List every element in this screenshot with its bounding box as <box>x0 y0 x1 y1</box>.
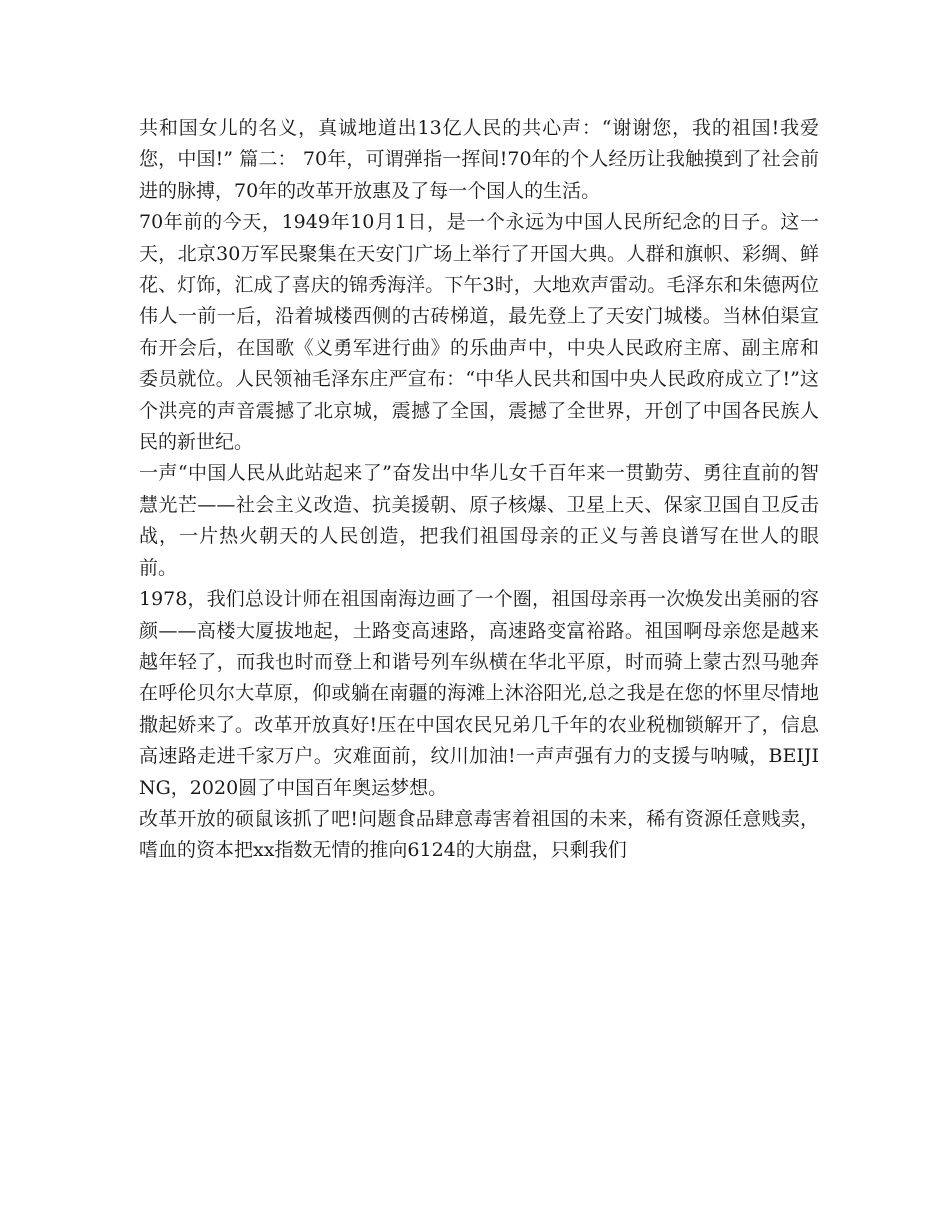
paragraph-4: 1978，我们总设计师在祖国南海边画了一个圈，祖国母亲再一次焕发出美丽的容颜——高楼大厦拔地起，土路变高速路，高速路变富裕路。祖国啊母亲您是越来越年轻了，而我也时而登上和谐号列车纵横在华北平原，时而骑上蒙古烈马驰奔在呼伦贝尔大草原，仰或躺在南疆的海滩上沐浴阳光,总之我是在您的怀里尽情地撒起娇来了。改革开放真好!压在中国农民兄弟几千年的农业税枷锁解开了，信息高速路走进千家万户。灾难面前，纹川加油!一声声强有力的支援与呐喊，BEIJING，2020圆了中国百年奥运梦想。 <box>139 588 819 799</box>
paragraph-2: 70年前的今天，1949年10月1日，是一个永远为中国人民所纪念的日子。这一天，北京30万军民聚集在天安门广场上举行了开国大典。人群和旗帜、彩绸、鲜花、灯饰，汇成了喜庆的锦秀海洋。下午3时，大地欢声雷动。毛泽东和朱德两位伟人一前一后，沿着城楼西侧的古砖梯道，最先登上了天安门城楼。当林伯渠宣布开会后，在国歌《义勇军进行曲》的乐曲声中，中央人民政府主席、副主席和委员就位。人民领袖毛泽东庄严宣布：“中华人民共和国中央人民政府成立了!”这个洪亮的声音震撼了北京城，震撼了全国，震撼了全世界，开创了中国各民族人民的新世纪。 <box>139 211 819 454</box>
paragraph-1: 共和国女儿的名义，真诚地道出13亿人民的共心声：“谢谢您，我的祖国!我爱您，中国!” 篇二： 70年，可谓弹指一挥间!70年的个人经历让我触摸到了社会前进的脉搏，70年的改革开放惠及了每一个国人的生活。 <box>139 117 819 202</box>
paragraph-5: 改革开放的硕鼠该抓了吧!问题食品肆意毒害着祖国的未来，稀有资源任意贱卖，嗜血的资本把xx指数无情的推向6124的大崩盘，只剩我们 <box>139 807 819 862</box>
document-body <box>139 113 819 867</box>
paragraph-3: 一声“中国人民从此站起来了”奋发出中华儿女千百年来一贯勤劳、勇往直前的智慧光芒——社会主义改造、抗美援朝、原子核爆、卫星上天、保家卫国自卫反击战，一片热火朝天的人民创造，把我们祖国母亲的正义与善良谱写在世人的眼前。 <box>139 462 819 579</box>
